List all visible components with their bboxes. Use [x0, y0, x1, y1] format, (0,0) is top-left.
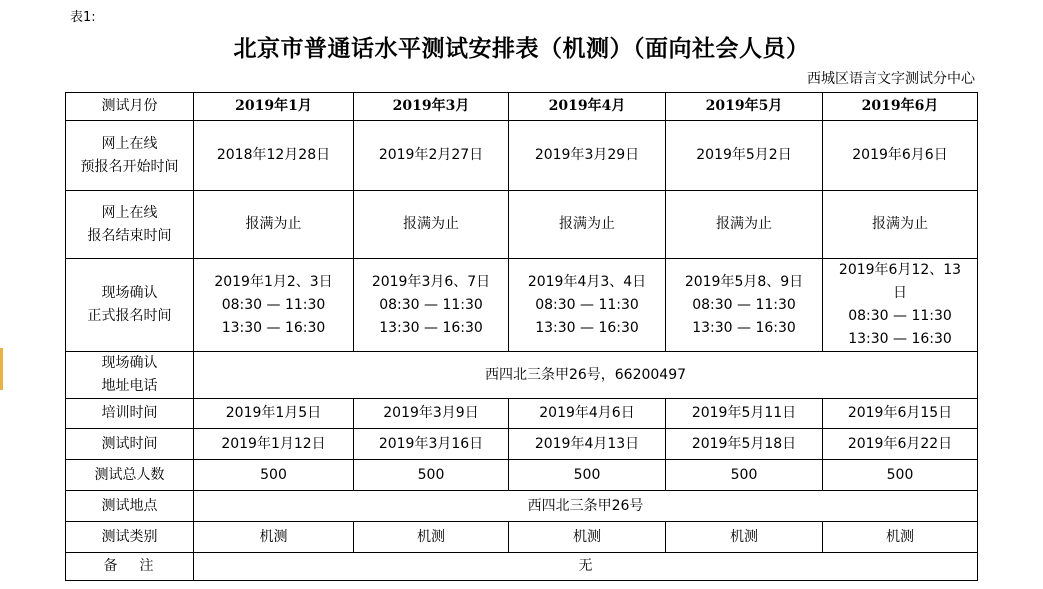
table-cell: 机测 [666, 522, 823, 553]
confirm-pm-time: 13:30 — 16:30 [692, 319, 796, 336]
month-header-cell: 2019年6月 [823, 93, 978, 121]
table-cell: 2019年1月12日 [194, 429, 354, 460]
row-header-cell: 测试时间 [66, 429, 194, 460]
month-header-cell: 2019年1月 [194, 93, 354, 121]
table-row-test-date [66, 429, 978, 460]
table-cell: 2019年5月2日 [666, 121, 823, 191]
table-cell: 500 [666, 460, 823, 491]
row-header-cell: 测试总人数 [66, 460, 194, 491]
schedule-table [65, 92, 978, 581]
row-header-line: 现场确认 [101, 355, 158, 371]
confirm-pm-time: 13:30 — 16:30 [379, 319, 483, 336]
table-cell [666, 259, 823, 352]
table-cell: 2019年4月6日 [509, 399, 666, 429]
row-header-cell: 培训时间 [66, 399, 194, 429]
table-cell-merged: 无 [194, 553, 978, 581]
month-header-cell: 2019年3月 [354, 93, 509, 121]
table-cell-merged: 西四北三条甲26号，66200497 [194, 352, 978, 399]
confirm-am-time: 08:30 — 11:30 [848, 308, 952, 324]
month-header-cell: 2019年4月 [509, 93, 666, 121]
row-header-line: 网上在线 [101, 135, 158, 152]
table-cell: 报满为止 [194, 191, 354, 259]
table-cell: 500 [194, 460, 354, 491]
table-row-onsite-address [66, 352, 978, 399]
confirm-pm-time: 13:30 — 16:30 [221, 319, 326, 336]
row-header-line: 现场确认 [101, 285, 158, 301]
row-header-line: 地址电话 [101, 378, 158, 394]
table-cell: 2019年6月22日 [823, 429, 978, 460]
confirm-date: 2019年1月2、3日 [214, 273, 333, 290]
confirm-am-time: 08:30 — 11:30 [692, 296, 796, 313]
table-cell: 报满为止 [354, 191, 509, 259]
row-header-cell: 测试月份 [66, 93, 194, 121]
table-row-notes [66, 553, 978, 581]
confirm-pm-time: 13:30 — 16:30 [535, 319, 639, 336]
table-cell: 机测 [823, 522, 978, 553]
window-edge-accent [0, 348, 3, 390]
table-cell: 2019年4月13日 [509, 429, 666, 460]
table-cell: 500 [823, 460, 978, 491]
table-cell: 2019年5月11日 [666, 399, 823, 429]
table-cell [354, 259, 509, 352]
table-cell: 2019年5月18日 [666, 429, 823, 460]
table-cell: 500 [509, 460, 666, 491]
table-cell [823, 259, 978, 352]
row-header-line: 正式报名时间 [87, 308, 172, 324]
row-header-cell [66, 121, 194, 191]
table-cell: 500 [354, 460, 509, 491]
table-row-total [66, 460, 978, 491]
confirm-am-time: 08:30 — 11:30 [221, 296, 326, 313]
confirm-am-time: 08:30 — 11:30 [379, 296, 483, 313]
row-header-cell: 备注 [66, 553, 194, 581]
table-cell: 2019年1月5日 [194, 399, 354, 429]
table-cell: 2019年6月15日 [823, 399, 978, 429]
table-cell: 2019年3月16日 [354, 429, 509, 460]
confirm-am-time: 08:30 — 11:30 [535, 296, 639, 313]
confirm-date: 2019年4月3、4日 [527, 273, 647, 290]
confirm-pm-time: 13:30 — 16:30 [848, 331, 952, 347]
table-header-row [66, 93, 978, 121]
table-cell: 机测 [194, 522, 354, 553]
row-header-cell [66, 259, 194, 352]
table-label: 表1: [70, 10, 96, 25]
table-cell: 机测 [509, 522, 666, 553]
table-cell: 2019年3月29日 [509, 121, 666, 191]
row-header-cell [66, 352, 194, 399]
table-cell: 2019年3月9日 [354, 399, 509, 429]
confirm-date: 2019年6月12、13 [838, 262, 962, 278]
table-cell: 2019年6月6日 [823, 121, 978, 191]
table-row-training [66, 399, 978, 429]
confirm-date: 2019年3月6、7日 [371, 273, 491, 290]
table-cell-merged: 西四北三条甲26号 [194, 491, 978, 522]
table-row-category [66, 522, 978, 553]
issuer-subtitle: 西城区语言文字测试分中心 [807, 71, 975, 87]
month-header-cell: 2019年5月 [666, 93, 823, 121]
row-header-cell: 测试地点 [66, 491, 194, 522]
confirm-date: 日 [893, 285, 907, 301]
table-cell [194, 259, 354, 352]
table-cell: 报满为止 [823, 191, 978, 259]
row-header-line: 预报名开始时间 [80, 158, 179, 175]
row-header-cell [66, 191, 194, 259]
table-row-online-reg-end [66, 191, 978, 259]
confirm-date: 2019年5月8、9日 [684, 273, 804, 290]
page-title: 北京市普通话水平测试安排表（机测）（面向社会人员） [233, 35, 810, 62]
row-header-line: 网上在线 [101, 204, 158, 221]
table-cell: 报满为止 [509, 191, 666, 259]
table-cell: 报满为止 [666, 191, 823, 259]
table-cell: 2019年2月27日 [354, 121, 509, 191]
row-header-cell: 测试类别 [66, 522, 194, 553]
table-cell [509, 259, 666, 352]
table-cell: 机测 [354, 522, 509, 553]
table-row-online-reg-start [66, 121, 978, 191]
table-cell: 2018年12月28日 [194, 121, 354, 191]
table-row-location [66, 491, 978, 522]
table-row-onsite-confirm [66, 259, 978, 352]
row-header-line: 报名结束时间 [87, 227, 172, 244]
